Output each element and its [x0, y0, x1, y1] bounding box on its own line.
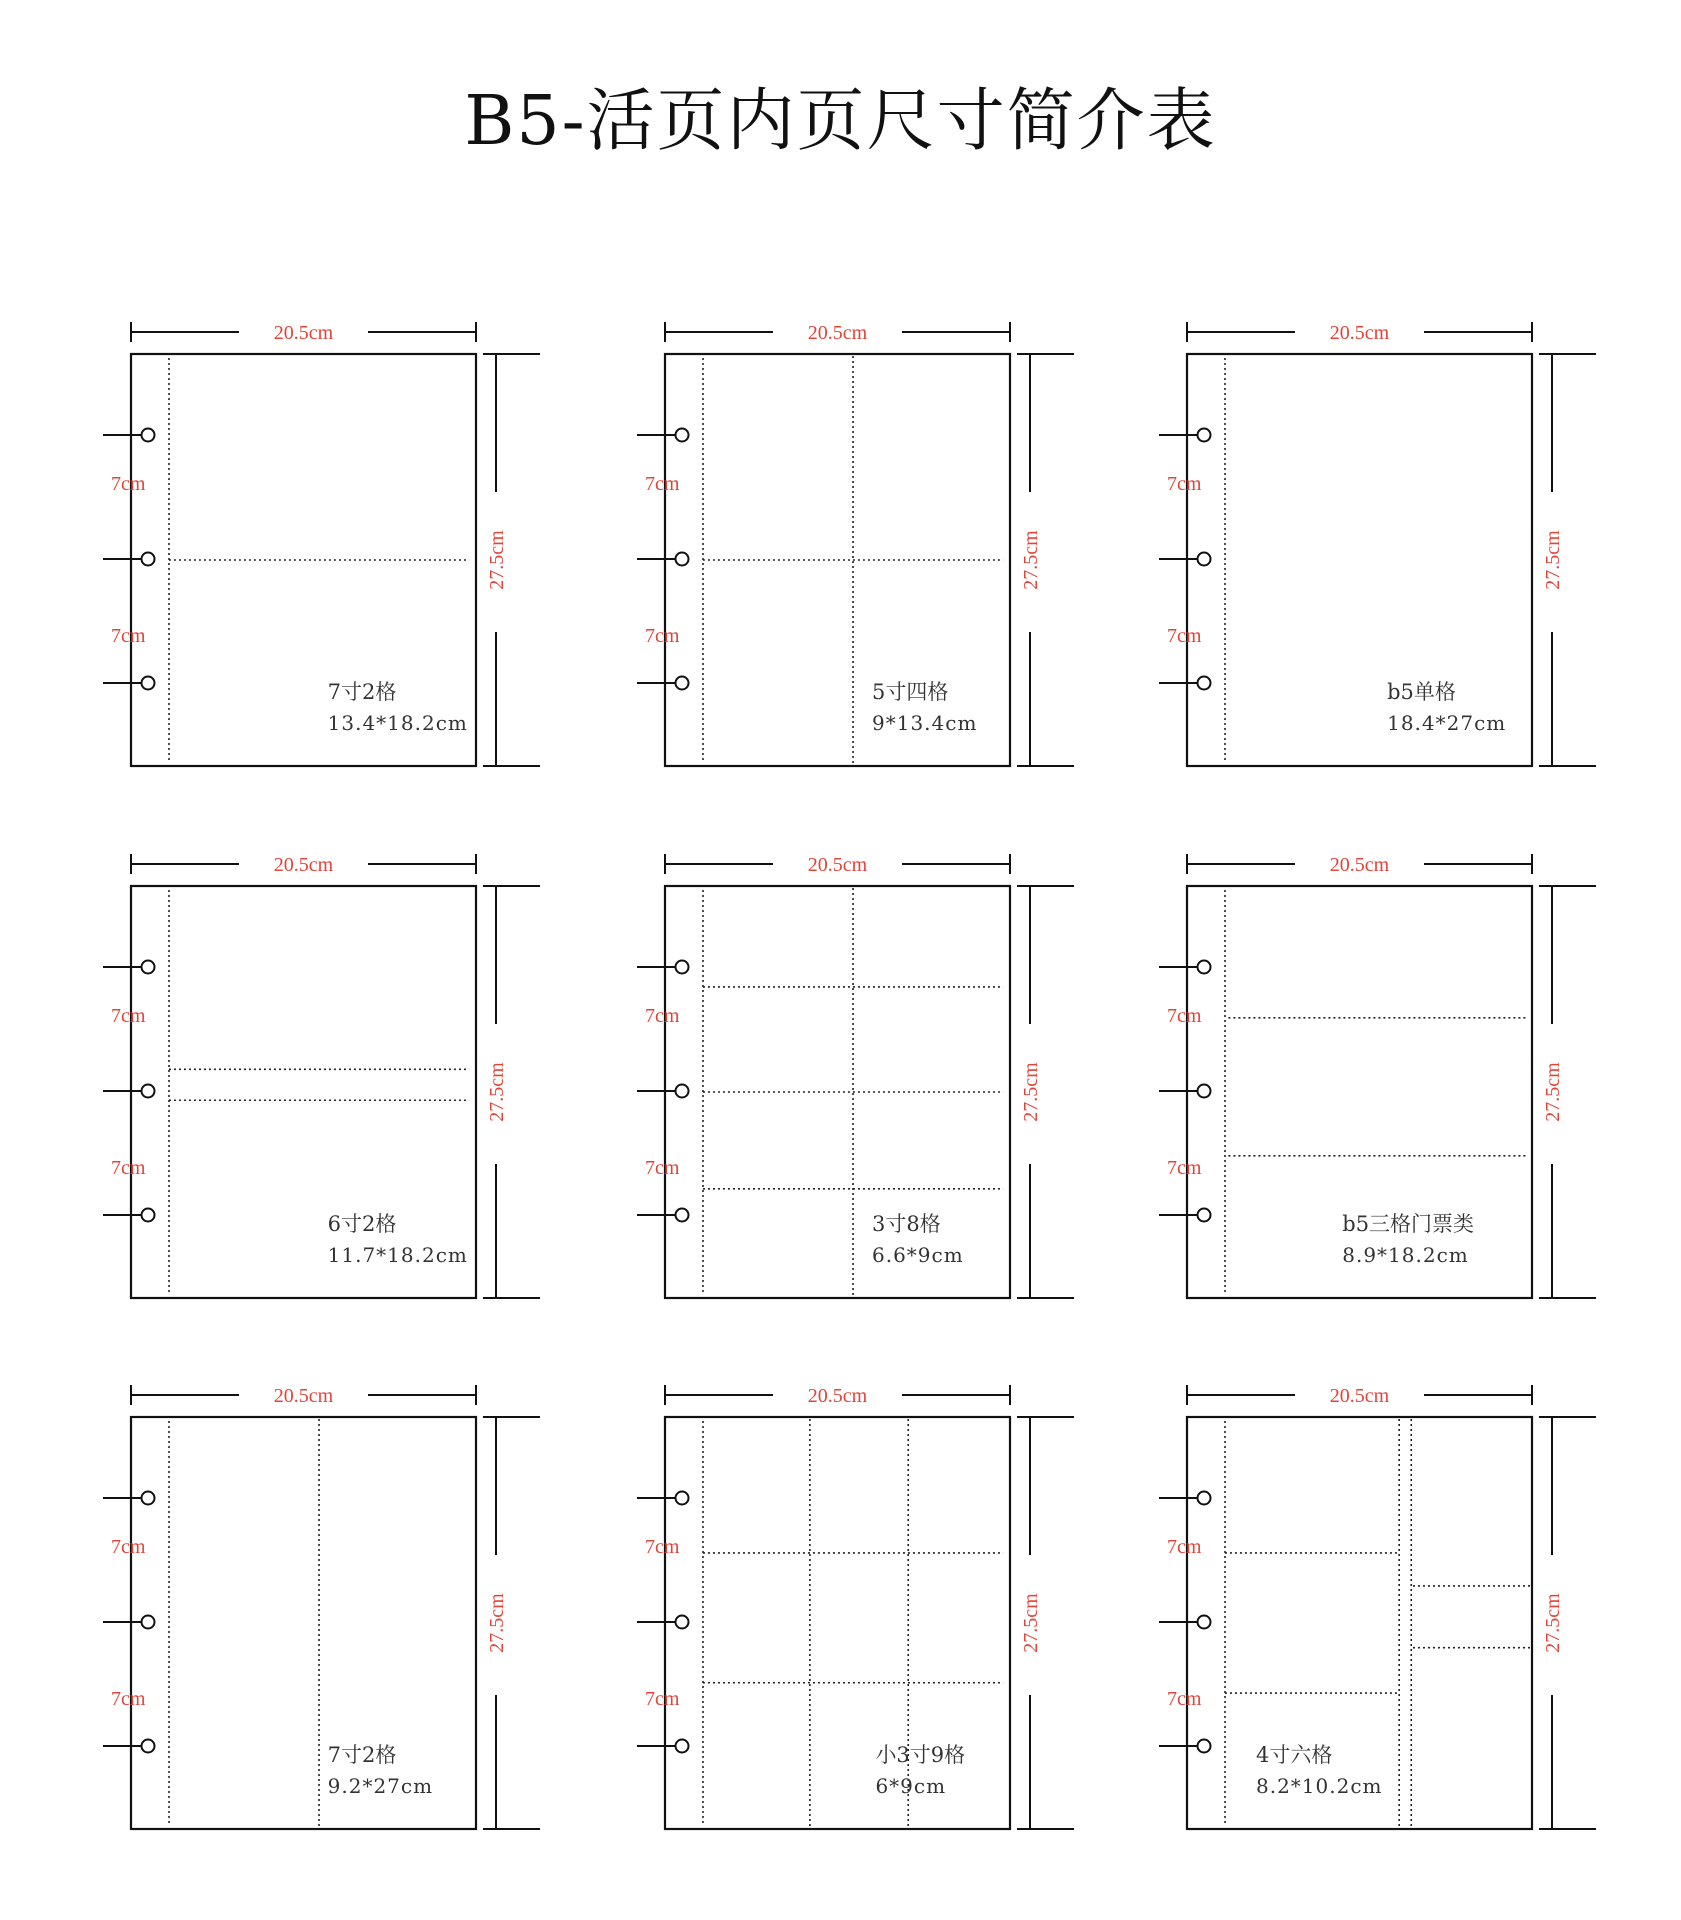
width-dimension-label: 20.5cm — [273, 854, 334, 876]
width-dimension-label: 20.5cm — [1329, 1385, 1390, 1407]
height-dimension-label: 27.5cm — [1020, 1593, 1042, 1653]
ring-spacing-label: 7cm — [1167, 1536, 1202, 1558]
ring-hole-icon — [1198, 1085, 1211, 1098]
width-dimension-label: 20.5cm — [807, 854, 868, 876]
ring-spacing-label: 7cm — [111, 1005, 146, 1027]
page-type-label: 小3寸9格 — [875, 1743, 966, 1767]
pocket-size-label: 11.7*18.2cm — [327, 1243, 468, 1267]
refill-page-8 — [637, 1385, 1074, 1829]
page-type-label: 5寸四格 — [872, 680, 949, 704]
ring-hole-icon — [142, 553, 155, 566]
page-outline — [665, 1417, 1010, 1829]
ring-hole-icon — [676, 429, 689, 442]
ring-hole-icon — [1198, 429, 1211, 442]
width-dimension-label: 20.5cm — [807, 1385, 868, 1407]
ring-spacing-label: 7cm — [645, 1005, 680, 1027]
pocket-size-label: 8.9*18.2cm — [1342, 1243, 1469, 1267]
pocket-size-label: 18.4*27cm — [1387, 711, 1507, 735]
ring-spacing-label: 7cm — [645, 1688, 680, 1710]
page-type-label: 7寸2格 — [327, 1743, 397, 1767]
height-dimension-label: 27.5cm — [486, 530, 508, 590]
pocket-size-label: 9.2*27cm — [327, 1774, 434, 1798]
width-dimension-label: 20.5cm — [807, 322, 868, 344]
ring-hole-icon — [676, 961, 689, 974]
pocket-size-label: 6*9cm — [875, 1774, 947, 1798]
ring-hole-icon — [1198, 1492, 1211, 1505]
ring-spacing-label: 7cm — [645, 1157, 680, 1179]
height-dimension-label: 27.5cm — [1020, 530, 1042, 590]
pocket-size-label: 8.2*10.2cm — [1256, 1774, 1383, 1798]
refill-page-7 — [103, 1385, 540, 1829]
ring-spacing-label: 7cm — [111, 1688, 146, 1710]
ring-hole-icon — [1198, 961, 1211, 974]
width-dimension-label: 20.5cm — [273, 322, 334, 344]
ring-spacing-label: 7cm — [645, 1536, 680, 1558]
ring-hole-icon — [676, 1209, 689, 1222]
page-outline — [1187, 354, 1532, 766]
height-dimension-label: 27.5cm — [486, 1593, 508, 1653]
page-title: B5-活页内页尺寸简介表 — [464, 82, 1217, 161]
ring-hole-icon — [1198, 553, 1211, 566]
ring-hole-icon — [142, 1740, 155, 1753]
page-type-label: b5单格 — [1387, 680, 1456, 704]
page-outline — [1187, 1417, 1532, 1829]
height-dimension-label: 27.5cm — [486, 1062, 508, 1122]
refill-page-3 — [1159, 322, 1596, 766]
ring-spacing-label: 7cm — [111, 1157, 146, 1179]
ring-spacing-label: 7cm — [1167, 625, 1202, 647]
page-outline — [131, 1417, 476, 1829]
page-type-label: 6寸2格 — [327, 1212, 397, 1236]
ring-hole-icon — [676, 1740, 689, 1753]
ring-spacing-label: 7cm — [1167, 1157, 1202, 1179]
ring-hole-icon — [142, 677, 155, 690]
ring-hole-icon — [142, 961, 155, 974]
ring-hole-icon — [142, 1209, 155, 1222]
ring-spacing-label: 7cm — [1167, 473, 1202, 495]
refill-page-6 — [1159, 854, 1596, 1298]
page-type-label: b5三格门票类 — [1342, 1212, 1475, 1236]
ring-hole-icon — [142, 1616, 155, 1629]
ring-spacing-label: 7cm — [111, 473, 146, 495]
width-dimension-label: 20.5cm — [273, 1385, 334, 1407]
ring-hole-icon — [142, 429, 155, 442]
height-dimension-label: 27.5cm — [1542, 530, 1564, 590]
ring-hole-icon — [676, 553, 689, 566]
ring-spacing-label: 7cm — [645, 473, 680, 495]
ring-hole-icon — [676, 1492, 689, 1505]
ring-spacing-label: 7cm — [1167, 1005, 1202, 1027]
pocket-size-label: 9*13.4cm — [872, 711, 978, 735]
ring-hole-icon — [142, 1492, 155, 1505]
refill-page-9 — [1159, 1385, 1596, 1829]
height-dimension-label: 27.5cm — [1542, 1593, 1564, 1653]
page-outline — [1187, 886, 1532, 1298]
page-outline — [131, 886, 476, 1298]
ring-hole-icon — [1198, 1740, 1211, 1753]
ring-spacing-label: 7cm — [645, 625, 680, 647]
ring-hole-icon — [1198, 677, 1211, 690]
page-type-label: 7寸2格 — [327, 680, 397, 704]
height-dimension-label: 27.5cm — [1020, 1062, 1042, 1122]
ring-spacing-label: 7cm — [111, 1536, 146, 1558]
ring-hole-icon — [676, 1616, 689, 1629]
width-dimension-label: 20.5cm — [1329, 322, 1390, 344]
height-dimension-label: 27.5cm — [1542, 1062, 1564, 1122]
ring-hole-icon — [676, 677, 689, 690]
ring-hole-icon — [676, 1085, 689, 1098]
page-type-label: 3寸8格 — [872, 1212, 941, 1236]
page-type-label: 4寸六格 — [1256, 1743, 1333, 1767]
refill-page-1 — [103, 322, 540, 766]
pocket-size-label: 13.4*18.2cm — [327, 711, 468, 735]
ring-spacing-label: 7cm — [1167, 1688, 1202, 1710]
refill-page-4 — [103, 854, 540, 1298]
width-dimension-label: 20.5cm — [1329, 854, 1390, 876]
ring-hole-icon — [1198, 1209, 1211, 1222]
pocket-size-label: 6.6*9cm — [872, 1243, 964, 1267]
ring-hole-icon — [1198, 1616, 1211, 1629]
ring-spacing-label: 7cm — [111, 625, 146, 647]
refill-page-2 — [637, 322, 1074, 766]
ring-hole-icon — [142, 1085, 155, 1098]
refill-page-5 — [637, 854, 1074, 1298]
